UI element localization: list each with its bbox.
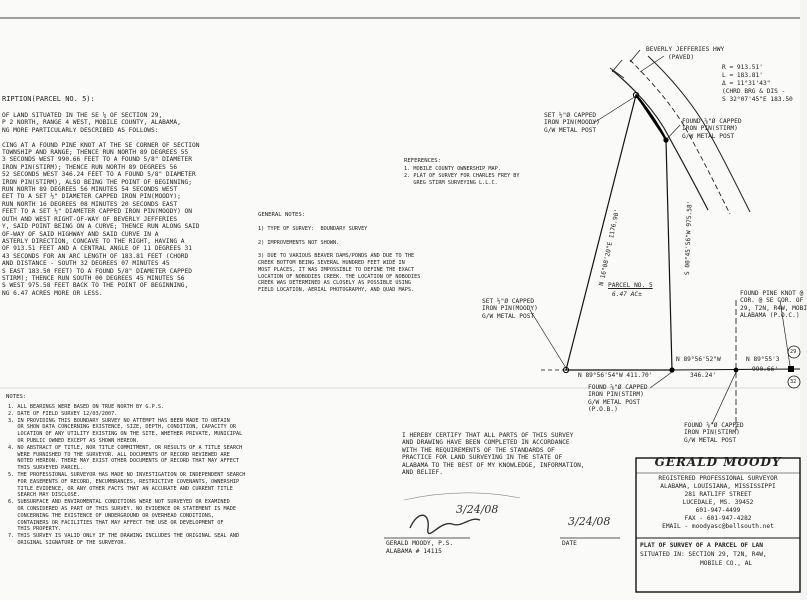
far-line-bearing: N 89°55'3 xyxy=(746,356,780,363)
general-notes-line: FIELD LOCATION, AERIAL PHOTOGRAPHY, AND QUAD MAPS. xyxy=(258,287,415,294)
plat-county: MOBILE CO., AL xyxy=(700,560,753,567)
curve-delta: Δ = 11°31'43" xyxy=(722,80,771,87)
references-line: 2. PLAT OF SURVEY FOR CHARLES FREY BY xyxy=(404,172,520,179)
notes-line: 7. THIS SURVEY IS VALID ONLY IF THE DRAWING INCLUDES THE ORIGINAL SEAL AND xyxy=(8,533,240,540)
found-pin-east xyxy=(734,368,739,373)
west-line-bearing: N 16°08'20"E 1176.90' xyxy=(598,208,622,287)
surveyor-name: GERALD MOODY xyxy=(654,455,782,469)
notes-line: LOCATION OF ANY UTILITY EXISTING ON THE SITE, WHETHER PRIVATE, MUNICIPAL xyxy=(8,431,243,438)
description-line: Y, SAID POINT BEING ON A CURVE; THENCE RUN ALONG SAID xyxy=(2,223,200,231)
references-title: REFERENCES: xyxy=(404,158,442,164)
pine-knot-marker xyxy=(788,366,794,372)
general-notes-line xyxy=(258,246,420,253)
notes-line: SEARCH MAY DISCLOSE. xyxy=(8,492,80,499)
east-line-bearing-south: N 89°56'52"W xyxy=(676,356,721,363)
general-notes-title: GENERAL NOTES: xyxy=(258,212,306,218)
surveyor-email: EMAIL - moodyasc@bellsouth.net xyxy=(662,523,774,530)
general-notes-line: MOST PLACES, IT WAS IMPOSSIBLE TO DEFINE THE EXACT xyxy=(258,266,415,273)
notes-line: 1. ALL BEARINGS WERE BASED ON TRUE NORTH BY G.P.S. xyxy=(8,404,165,410)
surveyor-street: 281 RATLIFF STREET xyxy=(684,491,752,498)
description-line xyxy=(2,134,199,141)
description-line: OF-WAY OF SAID HIGHWAY AND SAID CURVE IN A xyxy=(2,230,159,238)
notes-line: TITLE EVIDENCE, OR ANY OTHER FACTS THAT AN ACCURATE AND CURRENT TITLE xyxy=(8,485,233,492)
set-pin-top-label: SET ½"Ø CAPPED IRON PIN(MOODY) G/W METAL POST xyxy=(544,112,600,134)
road-name: BEVERLY JEFFERIES HWY xyxy=(646,46,725,53)
handwritten-date-1: 3/24/08 xyxy=(456,503,499,516)
signature-scribble xyxy=(410,515,480,533)
general-notes-line xyxy=(258,233,420,240)
section-29-label: 29 xyxy=(790,349,797,355)
general-notes-line: 2) IMPROVEMENTS NOT SHOWN. xyxy=(258,239,340,246)
description-line: NG MORE PARTICULARLY DESCRIBED AS FOLLOWS: xyxy=(2,126,159,134)
notes-body xyxy=(8,404,245,547)
notes-line: WERE FURNISHED TO THE SURVEYOR. ALL DOCUMENTS OF RECORD REVIEWED ARE xyxy=(8,451,230,458)
date-label: DATE xyxy=(562,540,577,547)
description-line: ASTERLY DIRECTION, CONCAVE TO THE RIGHT, HAVING A xyxy=(2,237,185,245)
description-line: NG 6.47 ACRES MORE OR LESS. xyxy=(2,289,103,297)
parcel-area: 6.47 AC± xyxy=(612,291,642,298)
notes-line: NOTED HEREON. THERE MAY EXIST OTHER DOCUMENTS OF RECORD THAT MAY AFFECT xyxy=(8,458,240,465)
handwritten-date-2: 3/24/08 xyxy=(568,515,611,528)
found-pin-top-label: FOUND ⅝"Ø CAPPED IRON PIN(STIRM) G/W METAL POST xyxy=(682,118,742,140)
notes-line: THIS PROPERTY. xyxy=(8,526,62,533)
east-line-bearing: S 00°45'56"W 975.58' xyxy=(684,200,694,276)
references-line: GREG STIRM SURVEYING L.L.C. xyxy=(404,179,498,186)
notes-line: OR SHOW DATA CONCERNING EXISTENCE, SIZE, DEPTH, CONDITION, CAPACITY OR xyxy=(8,424,236,431)
notes-line: 3. IN PROVIDING THIS BOUNDARY SURVEY NO ATTEMPT HAS BEEN MADE TO OBTAIN xyxy=(8,417,230,424)
certification-line: I HEREBY CERTIFY THAT ALL PARTS OF THIS SURVEY xyxy=(402,432,574,439)
surveyor-city: LUCEDALE, MS. 39452 xyxy=(682,499,754,506)
general-notes-line: LOCATION OF NOBODIES CREEK. THE LOCATION OF NOBODIES xyxy=(258,273,421,280)
notes-line: ORIGINAL SIGNATURE OF THE SURVEYOR. xyxy=(8,539,127,546)
pob-pin-label: FOUND ⅝"Ø CAPPED IRON PIN(STIRM) G/W METAL POST (P.O.B.) xyxy=(588,384,648,414)
certification-line: AND BELIEF. xyxy=(402,469,443,477)
plat-location: SITUATED IN: SECTION 29, T2N, R4W, xyxy=(640,551,767,558)
curve-radius: R = 913.51' xyxy=(722,64,763,71)
description-line: S EAST 183.50 FEET) TO A FOUND 5/8" DIAMETER CAPPED xyxy=(2,267,192,275)
south-line-bearing: N 89°56'54"W 411.70' xyxy=(578,372,653,379)
curve-chord-value: S 32°07'45"E 183.50 xyxy=(722,96,793,103)
description-line: RUN NORTH 16 DEGREES 08 MINUTES 20 SECONDS EAST xyxy=(2,200,178,208)
surveyor-fax: FAX - 601-947-4282 xyxy=(684,515,752,522)
notes-line: OR CONSIDERED AS PART OF THIS SURVEY. NO EVIDENCE OR STATEMENT IS MADE xyxy=(8,505,236,512)
notes-line: CONCERNING THE EXISTENCE OF UNDERGROUND OR OVERHEAD CONDITIONS, xyxy=(8,512,215,519)
description-line: S WEST 975.58 FEET BACK TO THE POINT OF BEGINNING, xyxy=(2,282,189,290)
road-type: (PAVED) xyxy=(668,54,695,61)
surveyor-phone: 601-947-4499 xyxy=(695,507,741,514)
east-line-distance: 346.24' xyxy=(690,372,717,379)
general-notes-line: 3) DUE TO VARIOUS BEAVER DAMS/PONDS AND DUE TO THE xyxy=(258,253,415,260)
signer-name: GERALD MOODY, P.S. xyxy=(386,540,454,547)
section-32-label: 32 xyxy=(790,379,797,385)
references-line: 1. MOBILE COUNTY OWNERSHIP MAP. xyxy=(404,166,501,172)
notes-line: 4. NO ABSTRACT OF TITLE, NOR TITLE COMMITMENT, OR RESULTS OF A TITLE SEARCH xyxy=(8,444,243,451)
notes-title: NOTES: xyxy=(6,394,27,400)
surveyor-credentials: REGISTERED PROFESSIONAL SURVEYOR xyxy=(658,475,778,482)
found-pin-east-label: FOUND ⅝"Ø CAPPED IRON PIN(STIRM) G/W METAL POST xyxy=(684,422,744,444)
notes-line: OR PUBLIC OWNED EXCEPT AS SHOWN HEREON. xyxy=(8,437,140,444)
certification-line: WITH THE REQUIREMENTS OF THE STANDARDS OF xyxy=(402,446,555,454)
general-notes-body xyxy=(258,226,420,294)
description-line: 3 SECONDS WEST 990.66 FEET TO A FOUND 5/8" DIAMETER xyxy=(2,156,192,164)
description-line: RUN NORTH 89 DEGREES 56 MINUTES 54 SECONDS WEST xyxy=(2,186,178,194)
set-pin-bottom-label: SET ½"Ø CAPPED IRON PIN(MOODY) G/W METAL POST xyxy=(482,298,538,320)
certification-line: ALABAMA TO THE BEST OF MY KNOWLEDGE, INFORMATION, xyxy=(402,461,585,469)
description-line: FEET TO A SET ½" DIAMETER CAPPED IRON PIN(MOODY) ON xyxy=(2,208,192,216)
references-body xyxy=(404,166,520,186)
notes-line: 5. THE PROFESSIONAL SURVEYOR HAS MADE NO INVESTIGATION OR INDEPENDENT SEARCH xyxy=(8,471,246,478)
found-pin-pob xyxy=(669,367,674,372)
plat-title: PLAT OF SURVEY OF A PARCEL OF LAN xyxy=(640,542,763,549)
notes-line: 2. DATE OF FIELD SURVEY 12/03/2007. xyxy=(8,410,118,417)
notes-line: CONTAINERS OR FACILITIES THAT MAY AFFECT THE USE OR DEVELOPMENT OF xyxy=(8,519,224,526)
pine-knot-label: FOUND PINE KNOT @ COR. @ SE COR. OF 29, T2N, R4W, MOBI ALABAMA (P.O.C.) xyxy=(740,290,807,320)
description-title: RIPTION(PARCEL NO. 5): xyxy=(2,95,95,103)
notes-line: FOR EASEMENTS OF RECORD, ENCUMBRANCES, RESTRICTIVE COVENANTS, OWNERSHIP xyxy=(8,478,240,485)
notes-line: THIS SURVEYED PARCEL. xyxy=(8,465,83,472)
general-notes-line: CREEK WAS DETERMINED AS CLOSELY AS POSSIBLE USING xyxy=(258,280,412,287)
description-line: 43 SECONDS FOR AN ARC LENGTH OF 183.81 FEET (CHORD xyxy=(2,252,189,260)
description-line: AND DISTANCE - SOUTH 32 DEGREES 07 MINUTES 45 xyxy=(2,260,170,268)
description-line: STIRM); THENCE RUN SOUTH 00 DEGREES 45 MINUTES 56 xyxy=(2,274,185,282)
notes-line: 6. SUBSURFACE AND ENVIROMENTAL CONDITIONS WERE NOT SURVEYED OR EXAMINED xyxy=(8,499,230,506)
surveyor-states: ALABAMA, LOUISIANA, MISSISSIPPI xyxy=(660,483,776,490)
description-line: IRON PIN(STIRM), ALSO BEING THE POINT OF BEGINNING; xyxy=(2,178,192,186)
description-line: OF LAND SITUATED IN THE SE ¼ OF SECTION 29, xyxy=(2,112,163,119)
description-line: IRON PIN(STIRM); THENCE RUN NORTH 89 DEGREES 56 xyxy=(2,163,178,171)
parcel-label: PARCEL NO. 5 xyxy=(608,282,653,289)
curve-chord: (CHRD BRG & DIS - xyxy=(722,88,786,95)
certification-line: AND DRAWING HAVE BEEN COMPLETED IN ACCORDANCE xyxy=(402,439,570,447)
far-line-distance: 990.66' xyxy=(752,366,779,373)
description-line: P 2 NORTH, RANGE 4 WEST, MOBILE COUNTY, ALABAMA, xyxy=(2,119,181,127)
curve-length: L = 183.81' xyxy=(722,72,763,79)
certification-text xyxy=(402,432,585,476)
general-notes-line: CREEK BOTTOM BEING SEVERAL HUNDRED FEET WIDE IN xyxy=(258,259,405,266)
description-line: OF 913.51 FEET AND A CENTRAL ANGLE OF 11 DEGREES 31 xyxy=(2,245,192,253)
signer-license: ALABAMA # 14115 xyxy=(386,548,442,555)
description-line: CING AT A FOUND PINE KNOT AT THE SE CORNER OF SECTION xyxy=(2,141,200,149)
certification-line: PRACTICE FOR LAND SURVEYING IN THE STATE OF xyxy=(402,454,563,462)
description-line: OUTH AND WEST RIGHT-OF-WAY OF BEVERLY JEFFERIES xyxy=(2,215,178,223)
parcel-boundary xyxy=(566,95,672,370)
description-line: TOWNSHIP AND RANGE; THENCE RUN NORTH 89 DEGREES 55 xyxy=(2,149,189,157)
description-line: 52 SECONDS WEST 346.24 FEET TO A FOUND 5/8" DIAMETER xyxy=(2,171,196,179)
description-line: EET TO A SET ½" DIAMETER CAPPED IRON PIN(MOODY); xyxy=(2,193,181,201)
description-body xyxy=(2,112,199,297)
general-notes-line: 1) TYPE OF SURVEY: BOUNDARY SURVEY xyxy=(258,226,368,232)
